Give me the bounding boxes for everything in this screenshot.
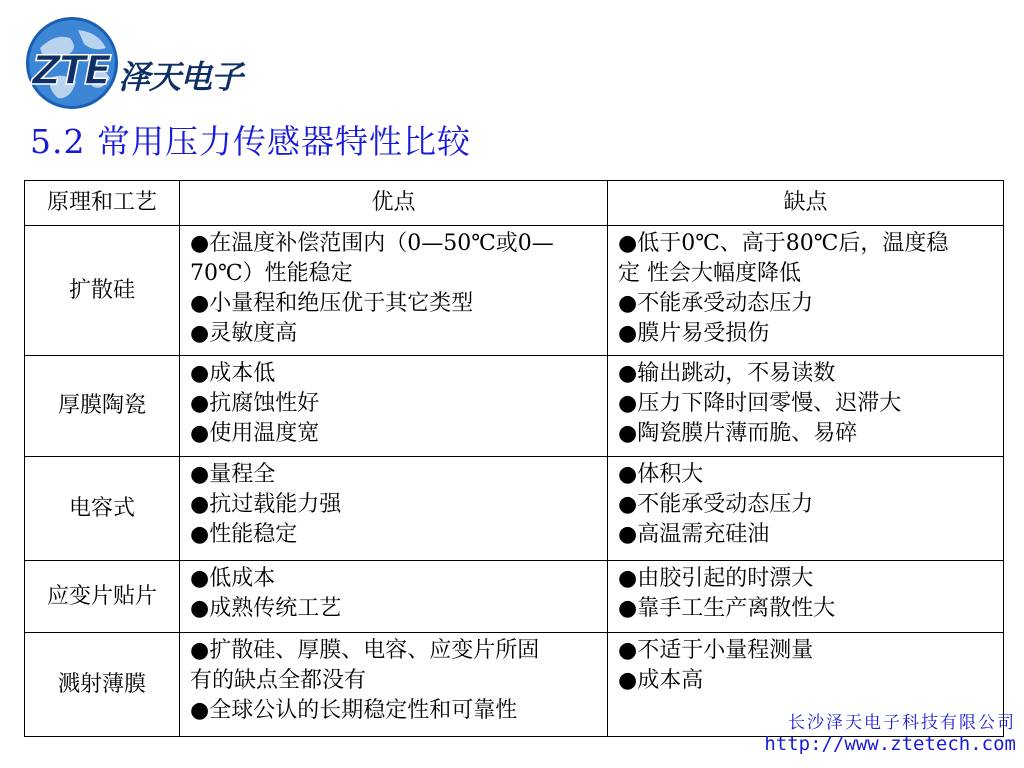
list-item: ●小量程和绝压优于其它类型	[190, 291, 474, 316]
table-row	[25, 561, 1004, 633]
list-item: ●扩散硅、厚膜、电容、应变片所固	[190, 638, 540, 663]
header-pros: 优点	[180, 181, 608, 226]
table-row	[25, 356, 1004, 457]
list-item: ●全球公认的长期稳定性和可靠性	[190, 698, 518, 723]
row-pros	[180, 561, 608, 633]
list-item: ●膜片易受损伤	[618, 321, 770, 346]
row-pros	[180, 633, 608, 737]
page-title: 5.2 常用压力传感器特性比较	[30, 122, 471, 161]
footer	[764, 708, 1016, 755]
logo-mark: ZTE	[32, 48, 110, 94]
list-item: ●高温需充硅油	[618, 522, 770, 547]
header-principle: 原理和工艺	[25, 181, 180, 226]
list-item: ●成本低	[190, 361, 276, 386]
logo-text: 泽天电子	[118, 58, 243, 96]
company-logo	[10, 8, 310, 118]
list-item: 70℃）性能稳定	[190, 261, 353, 286]
list-item: 有的缺点全都没有	[190, 668, 367, 693]
list-item: ●成本高	[618, 668, 704, 693]
row-cons	[608, 356, 1004, 457]
row-category: 溅射薄膜	[25, 633, 180, 737]
list-item: ●体积大	[618, 462, 704, 487]
row-pros	[180, 457, 608, 561]
list-item: ●不适于小量程测量	[618, 638, 814, 663]
row-cons	[608, 561, 1004, 633]
list-item: ●压力下降时回零慢、迟滞大	[618, 391, 902, 416]
row-pros	[180, 356, 608, 457]
row-category: 扩散硅	[25, 226, 180, 356]
row-cons	[608, 226, 1004, 356]
list-item: ●抗过载能力强	[190, 492, 342, 517]
list-item: 定 性会大幅度降低	[618, 261, 801, 286]
row-category: 应变片贴片	[25, 561, 180, 633]
row-cons	[608, 457, 1004, 561]
list-item: ●在温度补偿范围内（0—50℃或0—	[190, 231, 554, 256]
row-category: 厚膜陶瓷	[25, 356, 180, 457]
list-item: ●由胶引起的时漂大	[618, 566, 814, 591]
row-category: 电容式	[25, 457, 180, 561]
list-item: ●使用温度宽	[190, 421, 320, 446]
comparison-table	[24, 180, 1004, 737]
list-item: ●不能承受动态压力	[618, 492, 814, 517]
list-item: ●低成本	[190, 566, 276, 591]
list-item: ●性能稳定	[190, 522, 298, 547]
table-row	[25, 457, 1004, 561]
list-item: ●灵敏度高	[190, 321, 298, 346]
row-pros	[180, 226, 608, 356]
header-cons: 缺点	[608, 181, 1004, 226]
list-item: ●成熟传统工艺	[190, 596, 342, 621]
list-item: ●不能承受动态压力	[618, 291, 814, 316]
list-item: ●抗腐蚀性好	[190, 391, 320, 416]
table-header-row	[25, 181, 1004, 226]
footer-url[interactable]: http://www.ztetech.com	[764, 733, 1016, 755]
list-item: ●陶瓷膜片薄而脆、易碎	[618, 421, 858, 446]
list-item: ●靠手工生产离散性大	[618, 596, 836, 621]
table-row	[25, 226, 1004, 356]
list-item: ●低于0℃、高于80℃后，温度稳	[618, 231, 949, 256]
footer-company: 长沙泽天电子科技有限公司	[788, 713, 1016, 733]
list-item: ●输出跳动，不易读数	[618, 361, 836, 386]
list-item: ●量程全	[190, 462, 276, 487]
